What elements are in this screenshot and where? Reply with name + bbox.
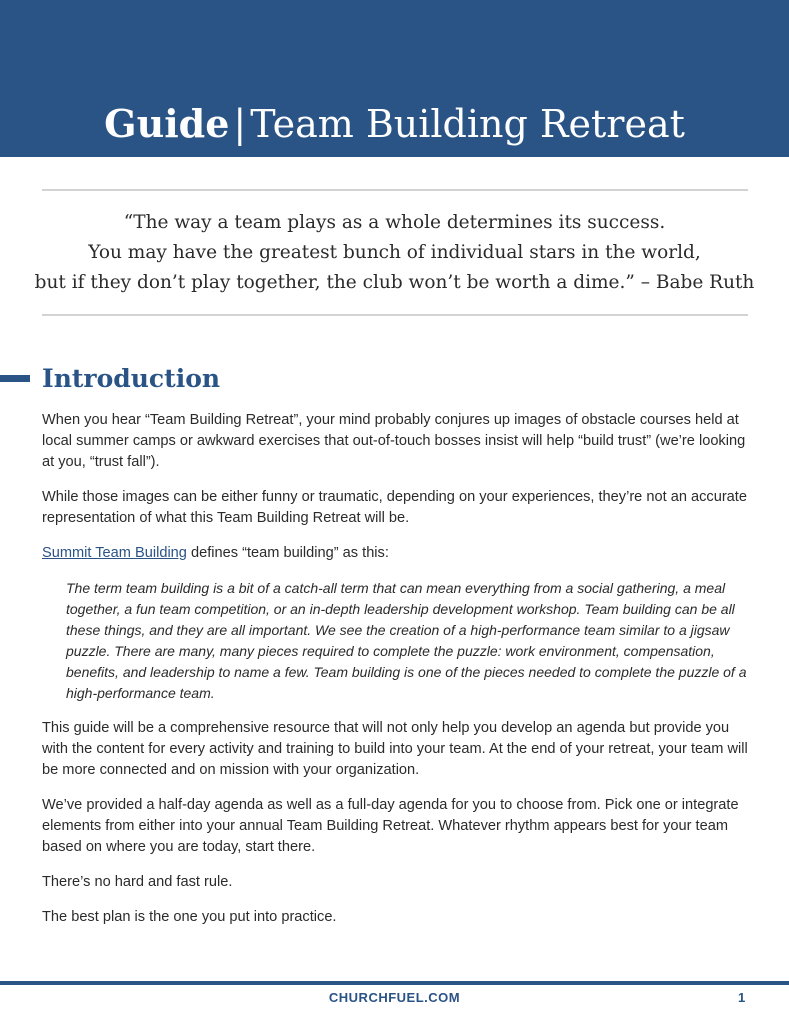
paragraph-3 bbox=[42, 543, 750, 564]
paragraph-4: This guide will be a comprehensive resource that will not only help you develop an agenda but provide you with the content for every activity and training to build into your team. At the end of your retreat, your team will be more connected and on mission with your organization. bbox=[42, 720, 748, 778]
quote-line-3: but if they don’t play together, the club won’t be worth a dime.” – Babe Ruth bbox=[34, 272, 755, 293]
summit-team-building-link[interactable]: Summit Team Building bbox=[42, 545, 187, 561]
quote-bottom-divider bbox=[42, 314, 748, 316]
paragraph-3-text: defines “team building” as this: bbox=[186, 545, 389, 561]
section-heading-introduction: Introduction bbox=[42, 364, 221, 393]
page-title-separator: | bbox=[233, 102, 247, 146]
quote-line-2: You may have the greatest bunch of individual stars in the world, bbox=[88, 242, 701, 263]
footer-divider bbox=[0, 981, 789, 985]
footer-site-name: CHURCHFUEL.COM bbox=[328, 990, 461, 1005]
epigraph-quote bbox=[20, 208, 769, 298]
section-marker-bar bbox=[0, 375, 30, 382]
page-title bbox=[0, 98, 789, 150]
paragraph-6: There’s no hard and fast rule. bbox=[42, 874, 233, 890]
quote-top-divider bbox=[42, 189, 748, 191]
paragraph-2: While those images can be either funny or traumatic, depending on your experiences, they’re not an accurate representation of what this Team Building Retreat will be. bbox=[42, 489, 747, 526]
introduction-body bbox=[42, 410, 750, 942]
page-number: 1 bbox=[738, 990, 746, 1005]
paragraph-1: When you hear “Team Building Retreat”, your mind probably conjures up images of obstacle courses held at local summer camps or awkward exercises that out-of-touch bosses insist will help “build trust” (we’re looking at you, “trust fall”). bbox=[42, 412, 746, 470]
page-title-guide: Guide bbox=[104, 101, 230, 146]
paragraph-5: We’ve provided a half-day agenda as well as a full-day agenda for you to choose from. Pick one or integrate elements from either into your annual Team Building Retreat. Whatever rhythm appears best for your team based on where you are today, start there. bbox=[42, 797, 739, 855]
quote-line-1: “The way a team plays as a whole determines its success. bbox=[123, 212, 666, 233]
definition-blockquote: The term team building is a bit of a catch-all term that can mean everything from a social gathering, a meal together, a fun team competition, or an in-depth leadership development workshop. Team building can be all these things, and they are all important. We see the creation of a high-performance team similar to a jigsaw puzzle. There are many, many pieces required to complete the puzzle: work environment, compensation, benefits, and leadership to name a few. Team building is one of the pieces needed to complete the puzzle of a high-performance team. bbox=[66, 580, 747, 701]
page-title-text: Team Building Retreat bbox=[250, 102, 685, 146]
paragraph-7: The best plan is the one you put into practice. bbox=[42, 909, 337, 925]
